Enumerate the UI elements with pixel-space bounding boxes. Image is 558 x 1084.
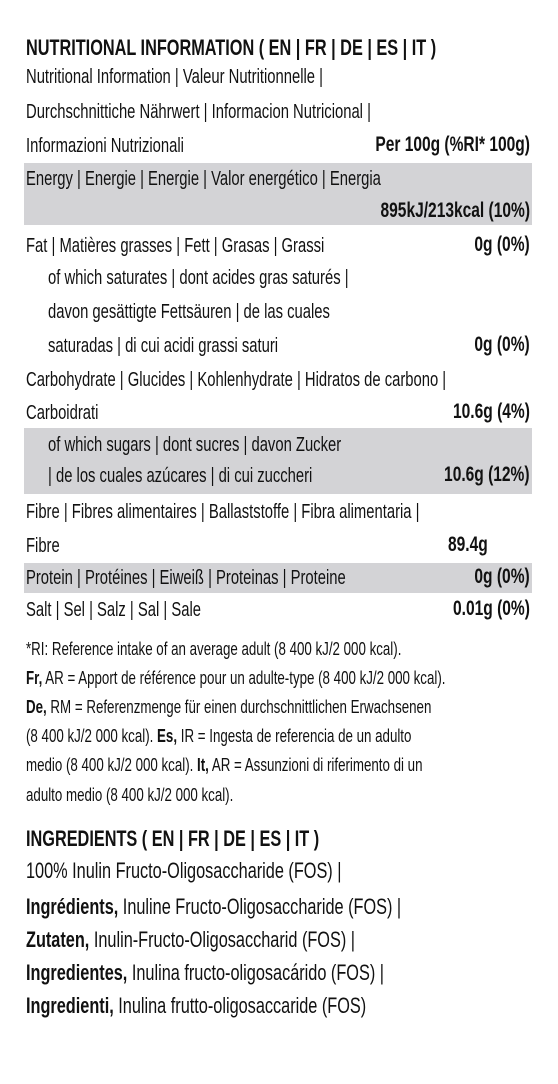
nutrient-label: Salt | Sel | Salz | Sal | Sale xyxy=(26,599,201,621)
ingredients-header: INGREDIENTS ( EN | FR | DE | ES | IT ) xyxy=(26,826,320,851)
nutrient-label: davon gesättigte Fettsäuren | de las cuales xyxy=(48,301,330,323)
nutrient-value: 895kJ/213kcal (10%) xyxy=(380,199,530,222)
nutrient-label: Fibre | Fibres alimentaires | Ballaststoffe | Fibra alimentaria | xyxy=(26,501,420,523)
ingredients-lang-label: Ingrédients, xyxy=(26,894,119,919)
nutrition-title-line: Durchschnittiche Nährwert | Informacion Nutricional | xyxy=(26,101,371,123)
nutrient-value: 89.4g xyxy=(448,533,488,556)
nutrient-label: of which saturates | dont acides gras saturés | xyxy=(48,267,349,289)
footnote-lang-code: Fr, xyxy=(26,668,43,688)
nutrient-label: Carboidrati xyxy=(26,402,99,424)
footnote-lang-code: De, xyxy=(26,697,47,717)
nutrient-value: 0g (0%) xyxy=(474,233,530,256)
nutrient-value: 10.6g (12%) xyxy=(444,463,530,486)
ingredients-lang-label: Ingredienti, xyxy=(26,993,114,1018)
footnote-lang-code: Es, xyxy=(157,726,178,746)
ingredients-lang-label: Zutaten, xyxy=(26,927,90,952)
footnote-line: adulto medio (8 400 kJ/2 000 kcal). xyxy=(26,785,234,805)
ingredients-line: Ingrédients, Inuline Fructo-Oligosaccharide (FOS) | xyxy=(26,894,402,919)
ingredients-line: Ingredientes, Inulina fructo-oligosacárido (FOS) | xyxy=(26,960,384,985)
footnote-line: medio (8 400 kJ/2 000 kcal). It, AR = Assunzioni di riferimento di un xyxy=(26,755,423,775)
footnote-line: *RI: Reference intake of an average adult (8 400 kJ/2 000 kcal). xyxy=(26,639,402,659)
ingredients-line: Zutaten, Inulin-Fructo-Oligosaccharid (FOS) | xyxy=(26,927,356,952)
footnote-line: De, RM = Referenzmenge für einen durchschnittlichen Erwachsenen xyxy=(26,697,432,717)
nutrient-label: Energy | Energie | Energie | Valor energético | Energia xyxy=(26,168,381,190)
nutrition-title-line: Nutritional Information | Valeur Nutritionnelle | xyxy=(26,66,323,88)
nutrient-label: | de los cuales azúcares | di cui zuccheri xyxy=(48,465,313,487)
footnote-line: Fr, AR = Apport de référence pour un adulte-type (8 400 kJ/2 000 kcal). xyxy=(26,668,446,688)
ingredients-lang-label: Ingredientes, xyxy=(26,960,128,985)
nutrient-label: Protein | Protéines | Eiweiß | Proteinas | Proteine xyxy=(26,567,346,589)
nutrient-label: of which sugars | dont sucres | davon Zucker xyxy=(48,434,342,456)
footnote-lang-code: It, xyxy=(197,755,209,775)
nutrient-value: 0g (0%) xyxy=(474,333,530,356)
nutrient-value: 0g (0%) xyxy=(474,565,530,588)
nutrient-label: Fibre xyxy=(26,535,60,557)
nutrient-value: 0.01g (0%) xyxy=(453,597,530,620)
ingredients-line: Ingredienti, Inulina frutto-oligosaccaride (FOS) xyxy=(26,993,367,1018)
nutrition-header: NUTRITIONAL INFORMATION ( EN | FR | DE | ES | IT ) xyxy=(26,35,437,60)
per-100g-label: Per 100g (%RI* 100g) xyxy=(375,133,530,156)
footnote-line: (8 400 kJ/2 000 kcal). Es, IR = Ingesta de referencia de un adulto xyxy=(26,726,412,746)
nutrient-value: 10.6g (4%) xyxy=(453,400,530,423)
nutrient-label: Carbohydrate | Glucides | Kohlenhydrate | Hidratos de carbono | xyxy=(26,369,447,391)
ingredients-line: 100% Inulin Fructo-Oligosaccharide (FOS) | xyxy=(26,858,342,883)
nutrition-title-line: Informazioni Nutrizionali xyxy=(26,135,184,157)
nutrient-label: Fat | Matières grasses | Fett | Grasas | Grassi xyxy=(26,235,325,257)
nutrient-label: saturadas | di cui acidi grassi saturi xyxy=(48,335,279,357)
